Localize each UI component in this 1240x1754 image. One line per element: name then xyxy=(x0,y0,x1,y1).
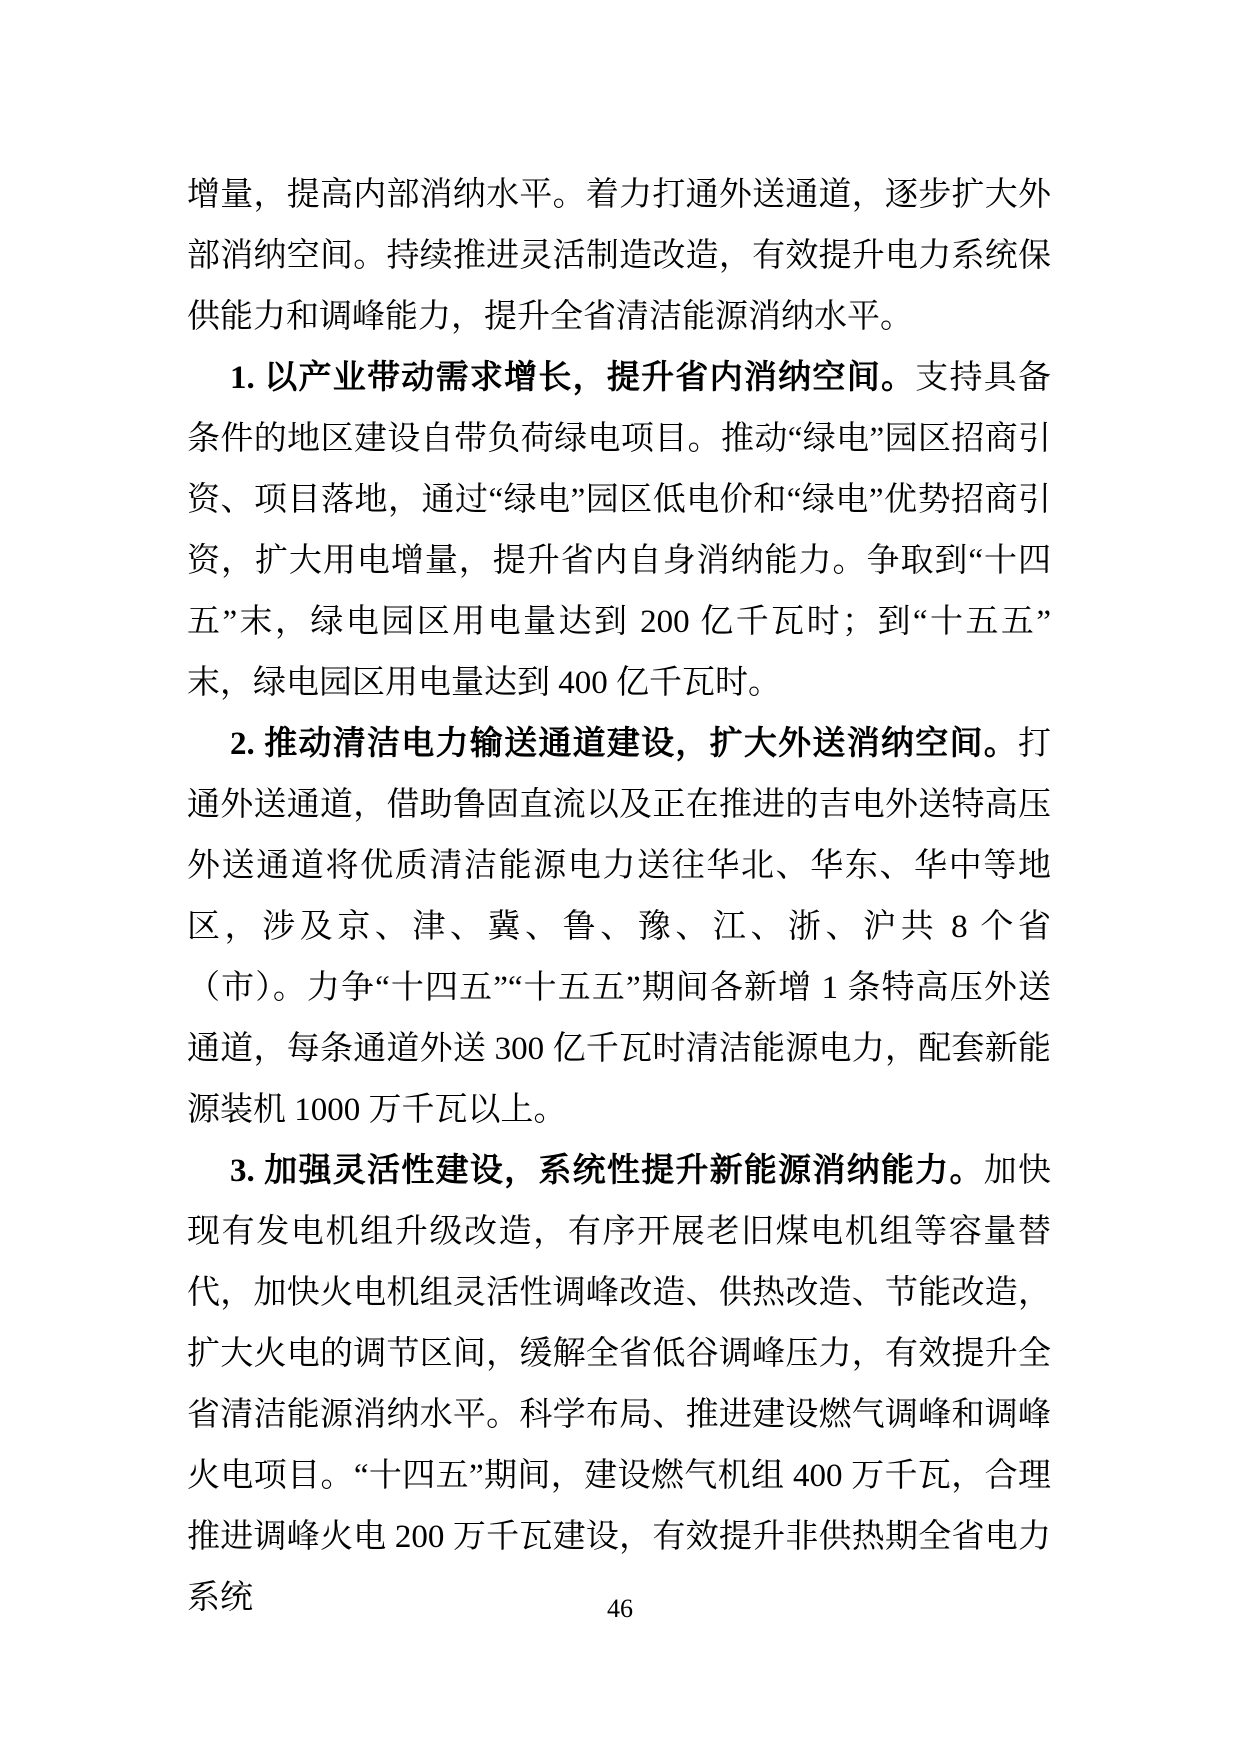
paragraph-item-2 xyxy=(187,714,1051,1141)
paragraph-heading: 2. 推动清洁电力输送通道建设，扩大外送消纳空间。 xyxy=(230,726,1018,762)
paragraph-heading: 1. 以产业带动需求增长，提升省内消纳空间。 xyxy=(230,360,916,396)
paragraph-heading: 3. 加强灵活性建设，系统性提升新能源消纳能力。 xyxy=(230,1153,984,1189)
paragraph-text: 打通外送通道，借助鲁固直流以及正在推进的吉电外送特高压外送通道将优质清洁能源电力送往华北、华东、华中等地区，涉及京、津、冀、鲁、豫、江、浙、沪共 8 个省（市）。力争“十四五”“十五五”期间各新增 1 条特高压外送通道，每条通道外送 300 亿千瓦时清洁能源电力，配套新能源装机 1000 万千瓦以上。 xyxy=(187,726,1051,1128)
paragraph-text: 增量，提高内部消纳水平。着力打通外送通道，逐步扩大外部消纳空间。持续推进灵活制造改造，有效提升电力系统保供能力和调峰能力，提升全省清洁能源消纳水平。 xyxy=(187,177,1051,335)
paragraph-continuation xyxy=(187,165,1051,348)
page-body-text xyxy=(187,165,1051,1629)
paragraph-item-3 xyxy=(187,1141,1051,1629)
page-number: 46 xyxy=(607,1594,633,1623)
paragraph-text: 支持具备条件的地区建设自带负荷绿电项目。推动“绿电”园区招商引资、项目落地，通过“绿电”园区低电价和“绿电”优势招商引资，扩大用电增量，提升省内自身消纳能力。争取到“十四五”末，绿电园区用电量达到 200 亿千瓦时；到“十五五”末，绿电园区用电量达到 400 亿千瓦时。 xyxy=(187,360,1052,701)
paragraph-item-1 xyxy=(187,348,1051,714)
paragraph-text: 加快现有发电机组升级改造，有序开展老旧煤电机组等容量替代，加快火电机组灵活性调峰改造、供热改造、节能改造，扩大火电的调节区间，缓解全省低谷调峰压力，有效提升全省清洁能源消纳水平。科学布局、推进建设燃气调峰和调峰火电项目。“十四五”期间，建设燃气机组 400 万千瓦，合理推进调峰火电 200 万千瓦建设，有效提升非供热期全省电力系统 xyxy=(187,1153,1052,1616)
